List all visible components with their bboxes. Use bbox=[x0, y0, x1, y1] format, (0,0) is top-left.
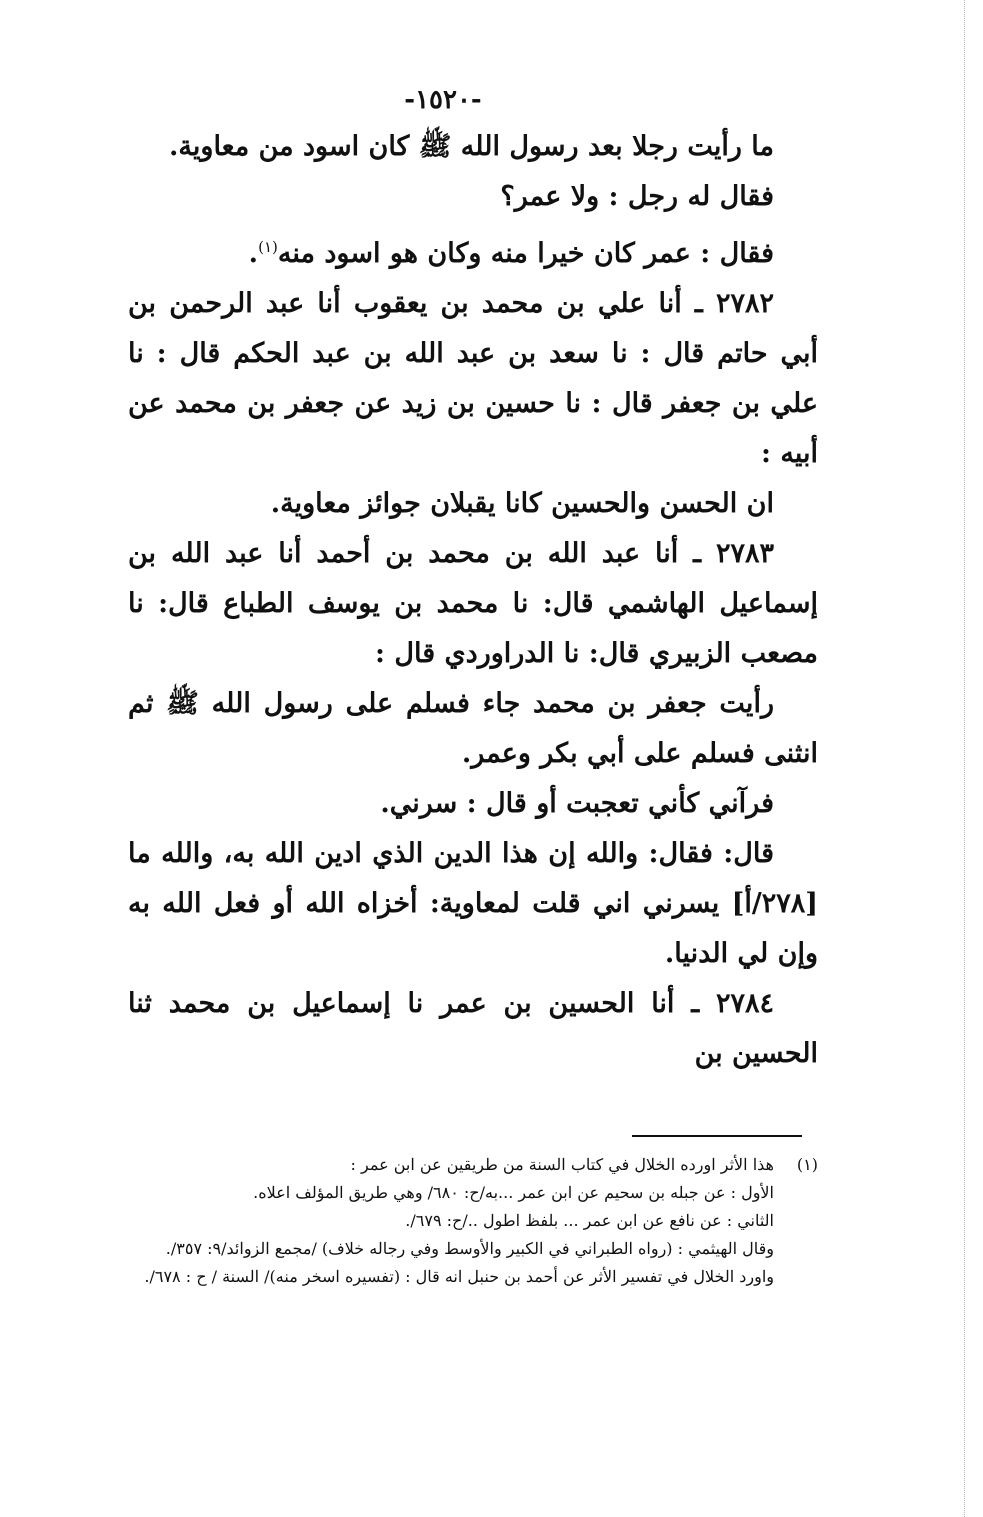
page-number: -١٥٢٠- bbox=[404, 85, 482, 115]
footnote-line: الثاني : عن نافع عن ابن عمر ... بلفظ اطول ../ح: ٦٧٩/. bbox=[405, 1211, 774, 1230]
paragraph-text: فقال : عمر كان خيرا منه وكان هو اسود منه bbox=[277, 238, 774, 269]
hadith-2783: ٢٧٨٣ ـ أنا عبد الله بن محمد بن أحمد أنا عبد الله بن إسماعيل الهاشمي قال: نا محمد بن يوسف الطباع قال: نا مصعب الزبيري قال: نا الدراوردي قال : bbox=[128, 538, 818, 669]
footnote-line: واورد الخلال في تفسير الأثر عن أحمد بن حنبل انه قال : (تفسيره اسخر منه)/ السنة / ح : ٦٧٨/. bbox=[144, 1267, 774, 1286]
footnote-line: الأول : عن جبله بن سحيم عن ابن عمر ...به/ح: ٦٨٠/ وهي طريق المؤلف اعلاه. bbox=[253, 1183, 774, 1202]
footnote-line: هذا الأثر اورده الخلال في كتاب السنة من طريقين عن ابن عمر : bbox=[350, 1155, 774, 1174]
footnote-separator bbox=[632, 1135, 802, 1137]
paragraph: فرآني كأني تعجبت أو قال : سرني. bbox=[380, 788, 774, 819]
paragraph: قال: فقال: والله إن هذا الدين الذي ادين الله به، والله ما [٢٧٨/أ] يسرني اني قلت لمعاوية: أخزاه الله أو فعل الله به وإن لي الدنيا. bbox=[128, 838, 818, 969]
main-text bbox=[128, 122, 818, 1079]
paragraph: ان الحسن والحسين كانا يقبلان جوائز معاوية. bbox=[270, 488, 774, 519]
paragraph: فقال له رجل : ولا عمر؟ bbox=[500, 181, 774, 212]
footnotes bbox=[128, 1151, 818, 1291]
footnote-number: (١) bbox=[796, 1155, 818, 1174]
hadith-2784: ٢٧٨٤ ـ أنا الحسين بن عمر نا إسماعيل بن محمد ثنا الحسين بن bbox=[128, 988, 818, 1069]
book-page bbox=[128, 78, 818, 1291]
paragraph: ما رأيت رجلا بعد رسول الله ﷺ كان اسود من معاوية. bbox=[169, 131, 774, 162]
footnote-1 bbox=[128, 1151, 818, 1179]
paragraph bbox=[128, 222, 818, 279]
paragraph: رأيت جعفر بن محمد جاء فسلم على رسول الله ﷺ ثم انثنى فسلم على أبي بكر وعمر. bbox=[128, 688, 818, 769]
footnote-line: وقال الهيثمي : (رواه الطبراني في الكبير والأوسط وفي رجاله خلاف) /مجمع الزوائد/٩: ٣٥٧/. bbox=[165, 1239, 774, 1258]
hadith-2782: ٢٧٨٢ ـ أنا علي بن محمد بن يعقوب أنا عبد الرحمن بن أبي حاتم قال : نا سعد بن عبد الله بن عبد الحكم قال : نا علي بن جعفر قال : نا حسين بن زيد عن جعفر بن محمد عن أبيه : bbox=[128, 288, 818, 469]
paragraph-tail: . bbox=[248, 238, 259, 269]
scan-edge-line bbox=[964, 0, 965, 1517]
footnote-marker: (١) bbox=[258, 238, 278, 256]
